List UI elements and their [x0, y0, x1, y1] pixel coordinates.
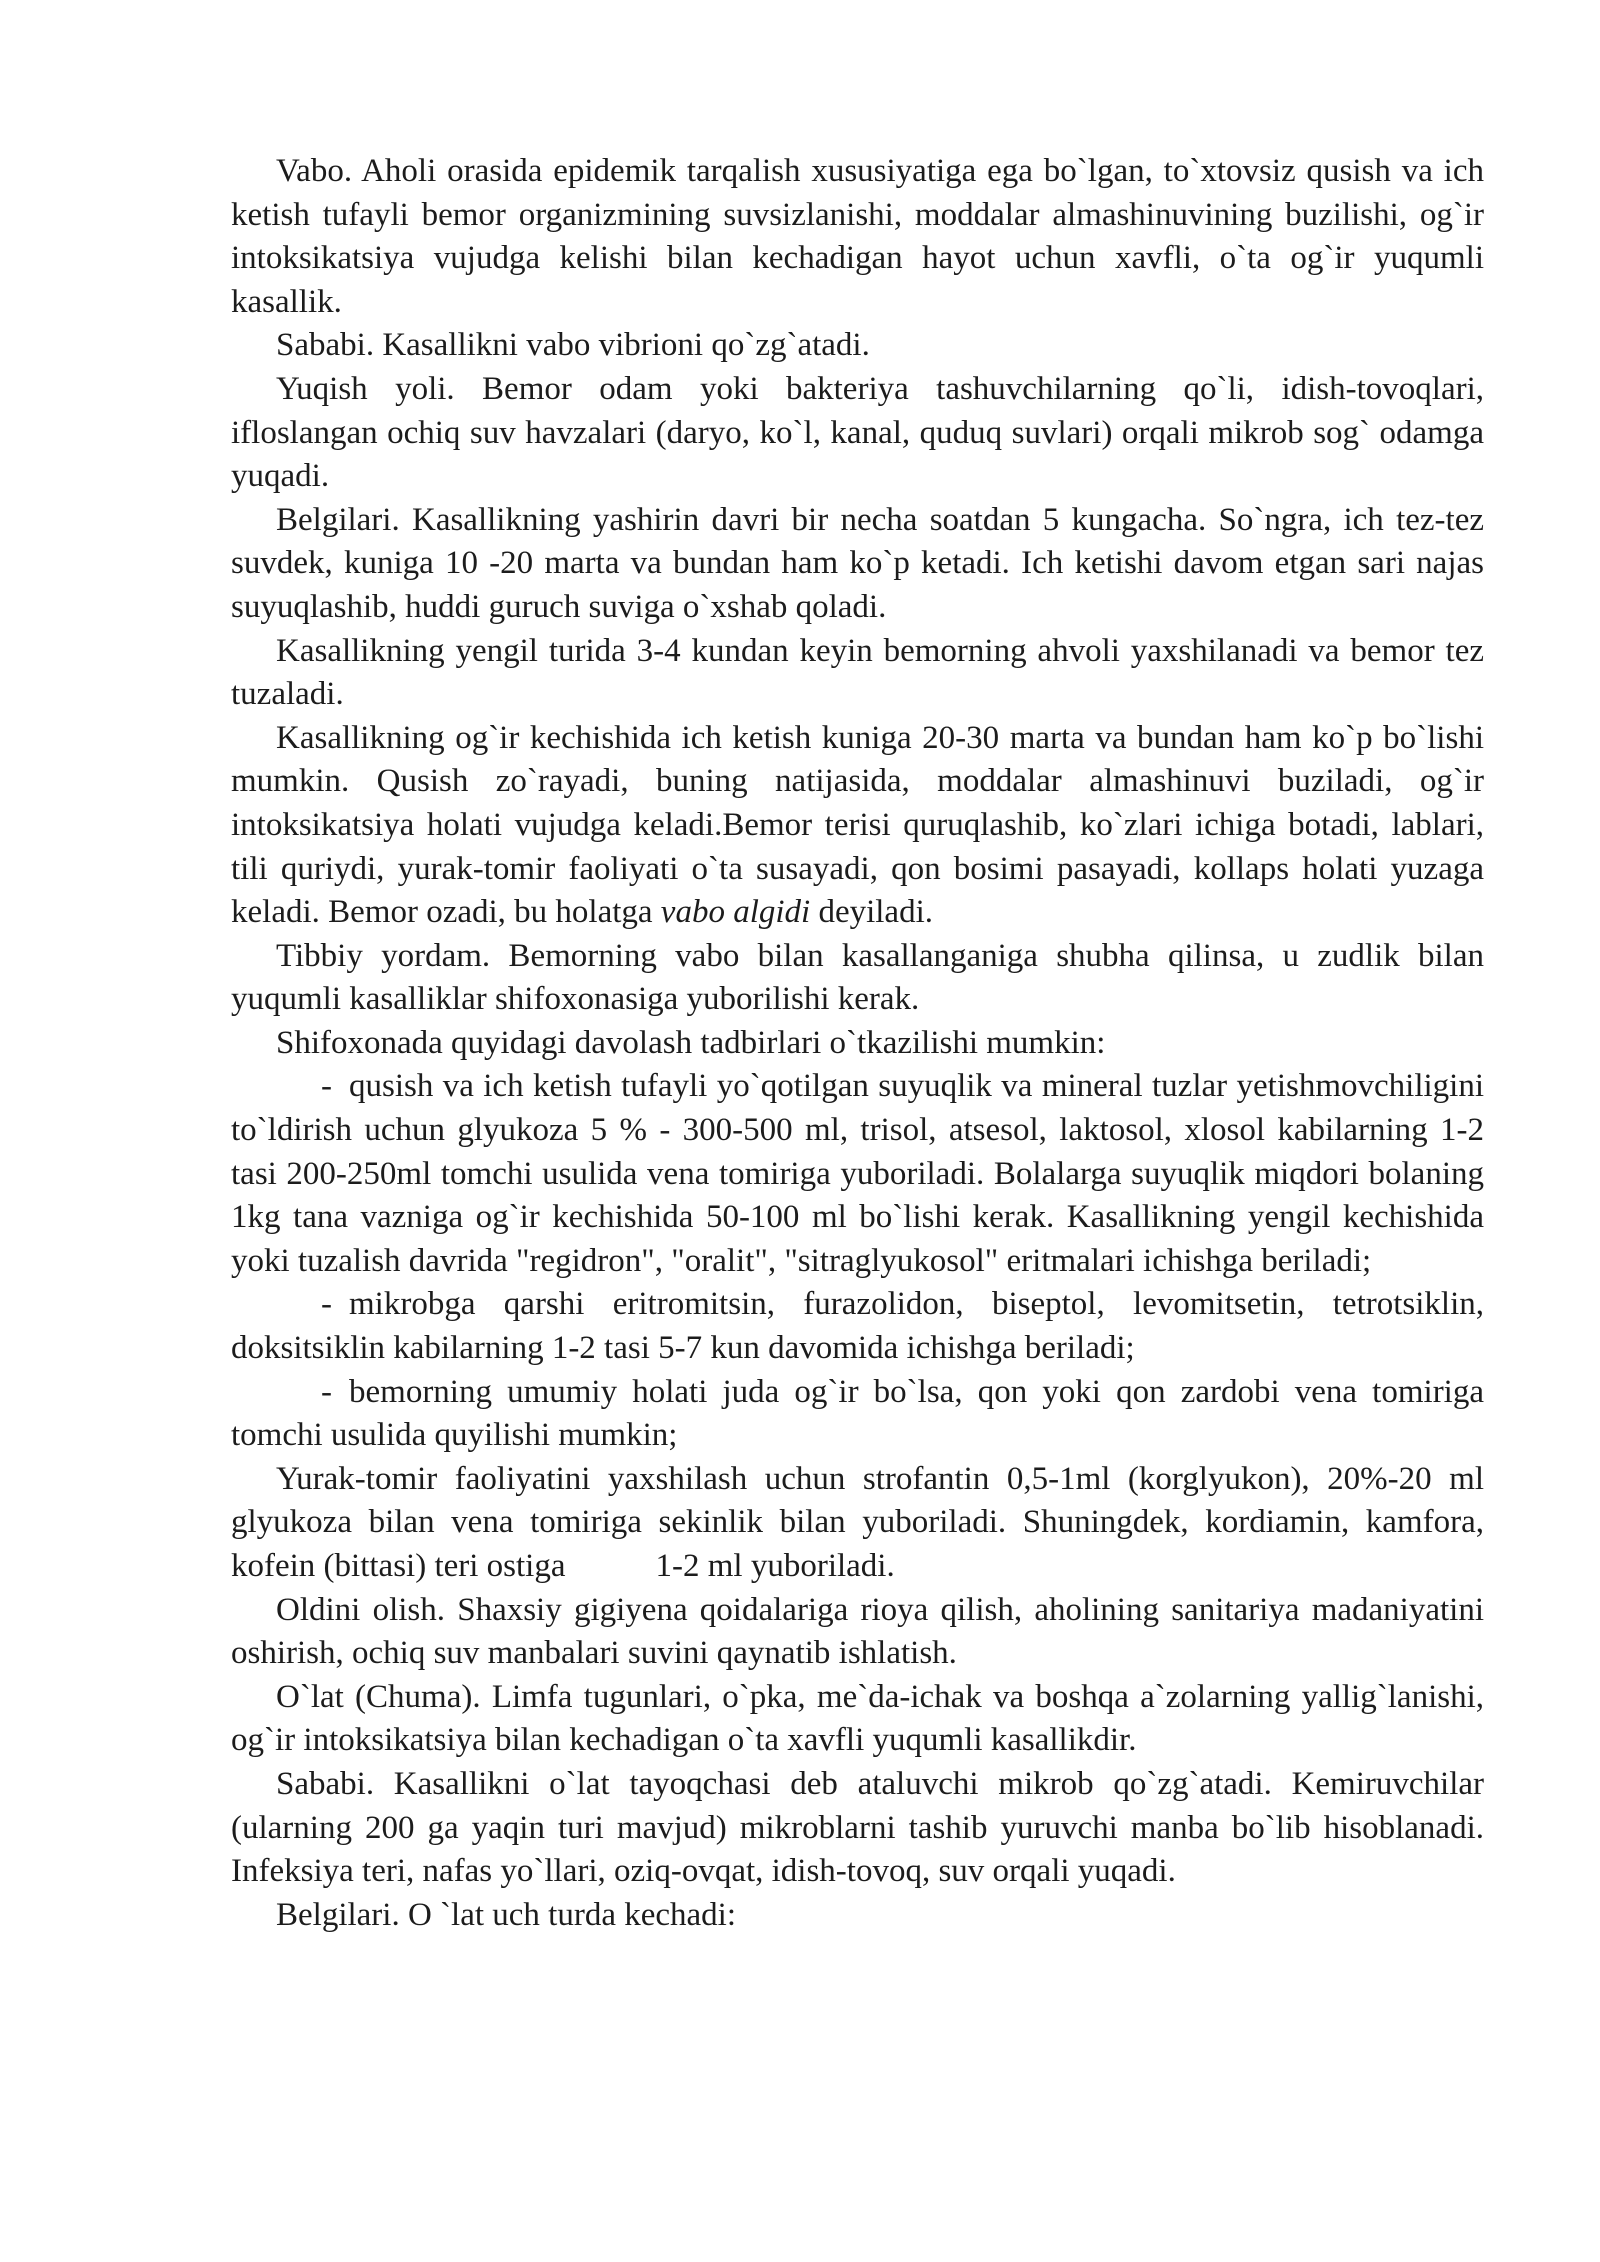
cardiac-support-end: 1-2 ml yuboriladi. — [655, 1548, 895, 1584]
paragraph-olat-symptoms: Belgilari. O `lat uch turda kechadi: — [276, 1896, 737, 1933]
list-item-antibiotics — [231, 1283, 1484, 1370]
paragraph-vabo-mild-form: Kasallikning yengil turida 3-4 kundan keyin bemorning ahvoli yaxshilanadi va bemor tez tuzaladi. — [231, 632, 1484, 713]
paragraph-medical-aid: Tibbiy yordam. Bemorning vabo bilan kasallanganiga shubha qilinsa, u zudlik bilan yuqumli kasalliklar shifoxonasiga yuborilishi kerak. — [231, 937, 1484, 1018]
list-dash: - — [321, 1286, 332, 1323]
severe-form-end: deyiladi. — [810, 894, 934, 931]
paragraph-vabo-transmission: Yuqish yoli. Bemor odam yoki bakteriya tashuvchilarning qo`li, idish-tovoqlari, ifloslangan ochiq suv havzalari (daryo, ko`l, kanal, quduq suvlari) orqali mikrob sog` odamga yuqadi. — [231, 370, 1484, 495]
list-item-plasma — [231, 1371, 1484, 1458]
paragraph-vabo-cause: Sababi. Kasallikni vabo vibrioni qo`zg`atadi. — [276, 327, 870, 364]
list-item-text: qusish va ich ketish tufayli yo`qotilgan suyuqlik va mineral tuzlar yetishmovchiligini to`ldirish uchun glyukoza 5 % - 300-500 ml, trisol, atsesol, laktosol, xlosol kabilarning 1-2 tasi 200-250ml tomchi usulida vena tomiriga yuboriladi. Bolalarga suyuqlik miqdori bolaning 1kg tana vazniga og`ir kechishida 50-100 ml bo`lishi kerak. Kasallikning yengil kechishida yoki tuzalish davrida "regidron", "oralit", "sitraglyukosol" eritmalari ichishga beriladi; — [231, 1068, 1484, 1279]
paragraph-vabo-symptoms: Belgilari. Kasallikning yashirin davri bir necha soatdan 5 kungacha. So`ngra, ich tez-tez suvdek, kuniga 10 -20 marta va bundan ham ko`p ketadi. Ich ketishi davom etgan sari najas suyuqlashib, huddi guruch suviga o`xshab qoladi. — [231, 501, 1484, 625]
document-page — [231, 150, 1484, 1937]
vabo-algidi-term: vabo algidi — [660, 894, 811, 931]
paragraph-olat-cause: Sababi. Kasallikni o`lat tayoqchasi deb ataluvchi mikrob qo`zg`atadi. Kemiruvchilar (ularning 200 ga yaqin turi mavjud) mikroblarni tashib yuruvchi manba bo`lib hisoblanadi. Infeksiya teri, nafas yo`llari, oziq-ovqat, idish-tovoq, suv orqali yuqadi. — [231, 1765, 1484, 1890]
paragraph-vabo-definition: Vabo. Aholi orasida epidemik tarqalish xususiyatiga ega bo`lgan, to`xtovsiz qusish va ich ketish tufayli bemor organizmining suvsizlanishi, moddalar almashinuvining buzilishi, og`ir intoksikatsiya vujudga kelishi bilan kechadigan hayot uchun xavfli, o`ta og`ir yuqumli kasallik. — [231, 153, 1484, 320]
paragraph-hospital-treatment: Shifoxonada quyidagi davolash tadbirlari o`tkazilishi mumkin: — [276, 1024, 1106, 1061]
list-item-text: bemorning umumiy holati juda og`ir bo`lsa, qon yoki qon zardobi vena tomiriga tomchi usulida quyilishi mumkin; — [231, 1373, 1484, 1454]
severe-form-text: Kasallikning og`ir kechishida ich ketish kuniga 20-30 marta va bundan ham ko`p bo`lishi mumkin. Qusish zo`rayadi, buning natijasida, moddalar almashinuvi buziladi, og`ir intoksikatsiya holati vujudga keladi.Bemor terisi quruqlashib, ko`zlari ichiga botadi, lablari, tili quriydi, yurak-tomir faoliyati o`ta susayadi, qon bosimi pasayadi, kollaps holati yuzaga keladi. Bemor ozadi, bu holatga — [231, 719, 1484, 931]
cardiac-support-text: Yurak-tomir faoliyatini yaxshilash uchun strofantin 0,5-1ml (korglyukon), 20%-20 ml glyukoza bilan vena tomiriga sekinlik bilan yuboriladi. Shuningdek, kordiamin, kamfora, kofein (bittasi) teri ostiga — [231, 1460, 1484, 1584]
paragraph-vabo-severe-form — [231, 717, 1484, 935]
list-dash: - — [321, 1068, 332, 1105]
paragraph-cardiac-support — [231, 1458, 1484, 1589]
list-item-text: mikrobga qarshi eritromitsin, furazolidon, biseptol, levomitsetin, tetrotsiklin, doksitsiklin kabilarning 1-2 tasi 5-7 kun davomida ichishga beriladi; — [231, 1286, 1484, 1367]
list-dash: - — [321, 1373, 332, 1410]
list-item-rehydration — [231, 1065, 1484, 1283]
paragraph-olat-definition: O`lat (Chuma). Limfa tugunlari, o`pka, me`da-ichak va boshqa a`zolarning yallig`lanishi, og`ir intoksikatsiya bilan kechadigan o`ta xavfli yuqumli kasallikdir. — [231, 1678, 1484, 1759]
paragraph-prevention: Oldini olish. Shaxsiy gigiyena qoidalariga rioya qilish, aholining sanitariya madaniyatini oshirish, ochiq suv manbalari suvini qaynatib ishlatish. — [231, 1591, 1484, 1672]
